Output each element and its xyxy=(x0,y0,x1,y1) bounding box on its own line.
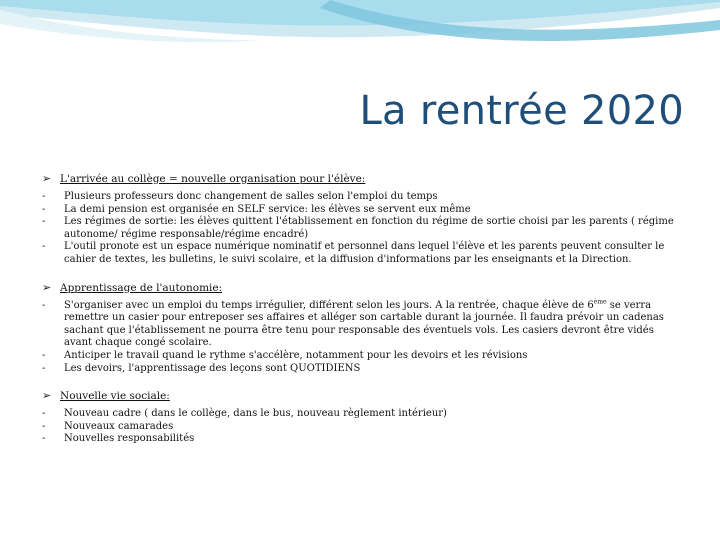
section-heading xyxy=(42,389,682,403)
arrow-bullet-icon: ➢ xyxy=(42,280,52,294)
slide-title: La rentrée 2020 xyxy=(359,88,684,134)
dash-bullet-icon: - xyxy=(42,203,46,215)
dash-bullet-icon: - xyxy=(42,349,46,361)
section-autonomie xyxy=(42,281,682,376)
list-item xyxy=(42,421,682,434)
dash-bullet-icon: - xyxy=(42,433,46,445)
list-item xyxy=(42,363,682,376)
section-heading-text: Apprentissage de l'autonomie: xyxy=(60,281,223,294)
dash-bullet-icon: - xyxy=(42,420,46,432)
list-item-text: L'outil pronote est un espace numérique nominatif et personnel dans lequel l'élève et les parents peuvent consulter le cahier de textes, les bulletins, le suivi scolaire, et la diffusion d'informations par les enseignants et la Direction. xyxy=(64,241,665,265)
list-item-text: Les régimes de sortie: les élèves quittent l'établissement en fonction du régime de sortie choisi par les parents ( régime autonome/ régime responsable/régime encadré) xyxy=(64,216,674,240)
superscript-text: ème xyxy=(593,298,607,306)
dash-bullet-icon: - xyxy=(42,299,46,311)
slide-content xyxy=(42,172,682,460)
arrow-bullet-icon: ➢ xyxy=(42,389,52,403)
header-wave-decoration xyxy=(0,0,720,70)
arrow-bullet-icon: ➢ xyxy=(42,172,52,185)
section-heading xyxy=(42,281,682,295)
dash-bullet-icon: - xyxy=(42,241,46,253)
section-heading-text: Nouvelle vie sociale: xyxy=(60,390,170,403)
list-item xyxy=(42,216,682,241)
list-item-text: Nouvelles responsabilités xyxy=(64,433,195,445)
list-item xyxy=(42,300,682,350)
dash-bullet-icon: - xyxy=(42,191,46,202)
dash-bullet-icon: - xyxy=(42,408,46,420)
dash-bullet-icon: - xyxy=(42,362,46,374)
list-item xyxy=(42,433,682,446)
section-heading-text: L'arrivée au collège = nouvelle organisation pour l'élève: xyxy=(60,173,366,185)
section-vie-sociale xyxy=(42,389,682,446)
list-item-text xyxy=(64,300,682,350)
section-heading xyxy=(42,172,682,186)
list-item-text-part: S'organiser avec un emploi du temps irrégulier, différent selon les jours. A la rentrée, chaque élève de 6 xyxy=(64,299,594,311)
list-item xyxy=(42,350,682,363)
list-item xyxy=(42,241,682,266)
list-item-text: Nouveau cadre ( dans le collège, dans le bus, nouveau règlement intérieur) xyxy=(64,408,447,420)
list-item-text: Plusieurs professeurs donc changement de salles selon l'emploi du temps xyxy=(64,191,438,202)
section-arrivee xyxy=(42,172,682,267)
list-item xyxy=(42,204,682,217)
list-item xyxy=(42,191,682,204)
list-item xyxy=(42,408,682,421)
list-item-text: Anticiper le travail quand le rythme s'accélère, notamment pour les devoirs et les révisions xyxy=(64,349,528,361)
list-item-text-part: se verra remettre un casier pour entreposer ses affaires et alléger son cartable durant la journée. Il faudra prévoir un cadenas sachant que l'établissement ne pourra être tenu pour responsable des éventuels vols. Les casiers devront être vidés avant chaque congé scolaire. xyxy=(64,299,664,349)
list-item-text: La demi pension est organisée en SELF service: les élèves se servent eux même xyxy=(64,203,471,215)
list-item-text: Les devoirs, l'apprentissage des leçons sont QUOTIDIENS xyxy=(64,362,361,374)
list-item-text: Nouveaux camarades xyxy=(64,420,174,432)
dash-bullet-icon: - xyxy=(42,216,46,228)
